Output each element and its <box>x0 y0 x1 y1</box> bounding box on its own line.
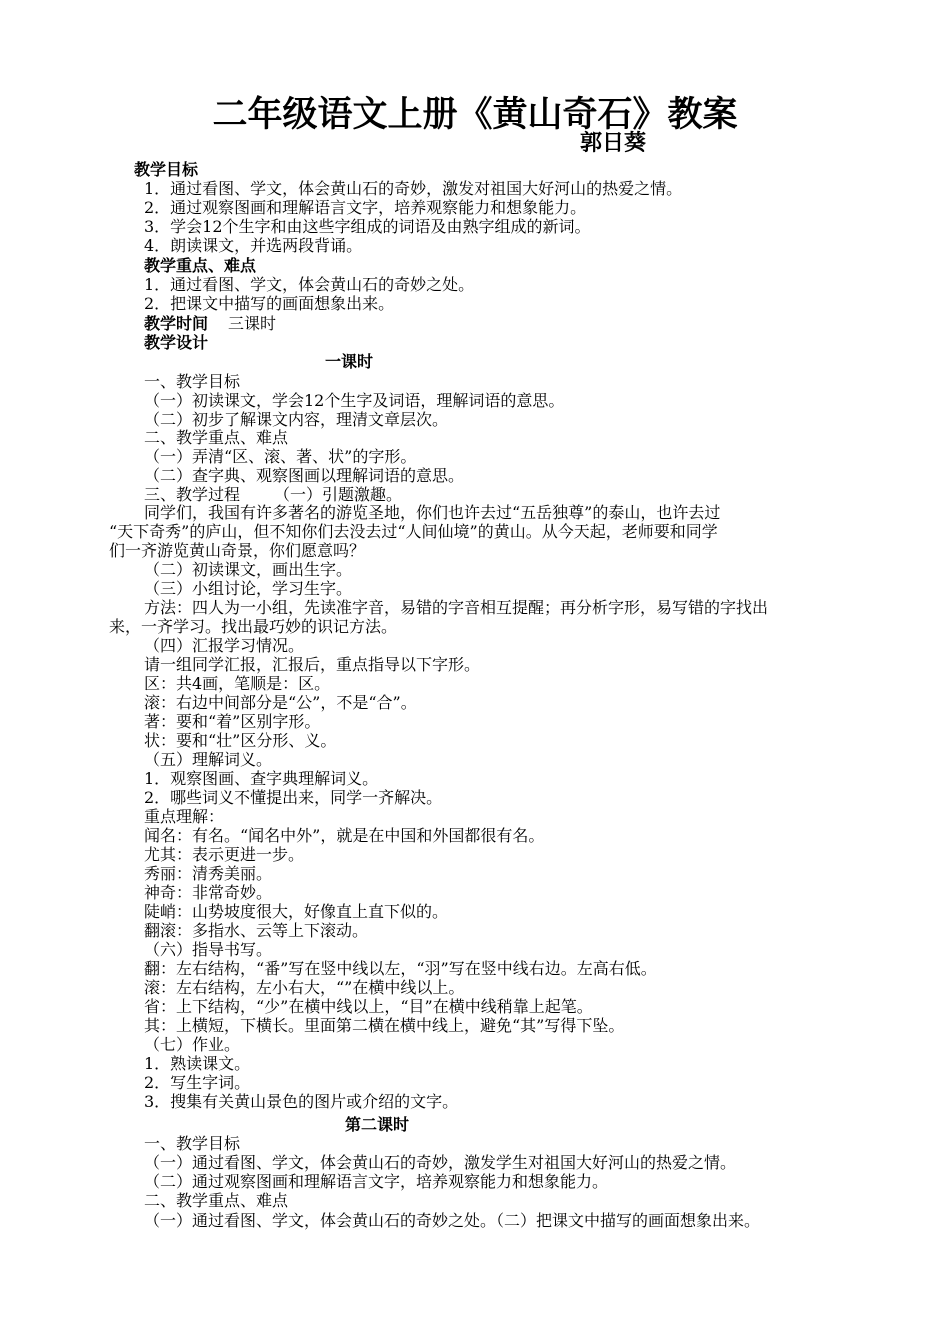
lesson2-line: （一）通过看图、学文，体会黄山石的奇妙，激发学生对祖国大好河山的热爱之情。 <box>144 1153 737 1172</box>
lesson2-line: 二、教学重点、难点 <box>144 1191 289 1210</box>
lesson1-paragraph: 陡峭：山势坡度很大，好像直上直下似的。 <box>144 902 449 921</box>
goal-item: 2．通过观察图画和理解语言文字，培养观察能力和想象能力。 <box>144 198 587 217</box>
time-heading: 教学时间 <box>144 314 209 333</box>
lesson2-heading: 第二课时 <box>345 1115 410 1134</box>
keypoints-heading: 教学重点、难点 <box>144 256 257 275</box>
lesson1-line: （二）查字典、观察图画以理解词语的意思。 <box>144 466 465 485</box>
time-row <box>144 314 276 333</box>
lesson1-paragraph: 3．搜集有关黄山景色的图片或介绍的文字。 <box>144 1092 459 1111</box>
process-first-step: （一）引题激趣。 <box>274 485 403 504</box>
process-heading: 三、教学过程 <box>144 485 241 504</box>
lesson1-paragraph: 滚：右边中间部分是“公”，不是“合”。 <box>144 693 417 712</box>
lesson1-line: （一）初读课文，学会12个生字及词语，理解词语的意思。 <box>144 391 565 410</box>
time-value: 三课时 <box>228 314 277 333</box>
goal-item: 3．学会12个生字和由这些字组成的词语及由熟字组成的新词。 <box>144 217 591 236</box>
lesson1-paragraph: （五）理解词义。 <box>144 750 273 769</box>
lesson1-paragraph: 重点理解： <box>144 807 225 826</box>
lesson1-paragraph: 1．熟读课文。 <box>144 1054 251 1073</box>
lesson1-paragraph: 来，一齐学习。找出最巧妙的识记方法。 <box>109 617 398 636</box>
lesson2-line: （二）通过观察图画和理解语言文字，培养观察能力和想象能力。 <box>144 1172 609 1191</box>
process-row <box>144 485 402 504</box>
lesson1-paragraph: （四）汇报学习情况。 <box>144 636 305 655</box>
lesson1-paragraph: 同学们，我国有许多著名的游览圣地，你们也许去过“五岳独尊”的泰山，也许去过 <box>144 503 721 522</box>
goals-heading: 教学目标 <box>134 160 199 179</box>
lesson1-paragraph: 闻名：有名。“闻名中外”，就是在中国和外国都很有名。 <box>144 826 545 845</box>
document-title: 二年级语文上册《黄山奇石》教案 <box>212 95 738 135</box>
lesson1-paragraph: （三）小组讨论，学习生字。 <box>144 579 353 598</box>
lesson1-paragraph: （七）作业。 <box>144 1035 241 1054</box>
lesson1-paragraph: （六）指导书写。 <box>144 940 273 959</box>
lesson1-paragraph: 请一组同学汇报，汇报后，重点指导以下字形。 <box>144 655 481 674</box>
lesson1-paragraph: （二）初读课文，画出生字。 <box>144 560 353 579</box>
lesson1-paragraph: 其：上横短，下横长。里面第二横在横中线上，避免“其”写得下坠。 <box>144 1016 625 1035</box>
lesson1-paragraph: 们一齐游览黄山奇景，你们愿意吗？ <box>109 541 366 560</box>
lesson1-paragraph: 2．写生字词。 <box>144 1073 251 1092</box>
lesson1-heading: 一课时 <box>325 352 374 371</box>
design-heading: 教学设计 <box>144 333 209 352</box>
lesson1-paragraph: 区：共4画，笔顺是：区。 <box>144 674 331 693</box>
lesson1-line: 一、教学目标 <box>144 372 241 391</box>
lesson1-paragraph: 翻：左右结构，“番”写在竖中线以左，“羽”写在竖中线右边。左高右低。 <box>144 959 657 978</box>
lesson2-line: 一、教学目标 <box>144 1134 241 1153</box>
lesson1-paragraph: 尤其：表示更进一步。 <box>144 845 305 864</box>
keypoint-item: 1．通过看图、学文，体会黄山石的奇妙之处。 <box>144 275 475 294</box>
lesson1-paragraph: 状：要和“壮”区分形、义。 <box>144 731 337 750</box>
keypoint-item: 2．把课文中描写的画面想象出来。 <box>144 294 395 313</box>
lesson1-line: （二）初步了解课文内容，理清文章层次。 <box>144 410 449 429</box>
lesson1-paragraph: 秀丽：清秀美丽。 <box>144 864 273 883</box>
lesson1-paragraph: 1．观察图画、查字典理解词义。 <box>144 769 379 788</box>
lesson1-paragraph: 省：上下结构，“少”在横中线以上，“目”在横中线稍靠上起笔。 <box>144 997 593 1016</box>
goal-item: 4．朗读课文，并选两段背诵。 <box>144 236 363 255</box>
lesson1-paragraph: “天下奇秀”的庐山，但不知你们去没去过“人间仙境”的黄山。从今天起，老师要和同学 <box>109 522 718 541</box>
lesson1-paragraph: 2．哪些词义不懂提出来，同学一齐解决。 <box>144 788 443 807</box>
lesson1-paragraph: 著：要和“着”区别字形。 <box>144 712 321 731</box>
lesson1-paragraph: 翻滚：多指水、云等上下滚动。 <box>144 921 369 940</box>
lesson1-paragraph: 滚：左右结构，左小右大，“”在横中线以上。 <box>144 978 465 997</box>
lesson1-paragraph: 神奇：非常奇妙。 <box>144 883 273 902</box>
lesson1-line: （一）弄清“区、滚、著、状”的字形。 <box>144 447 417 466</box>
lesson2-line: （一）通过看图、学文，体会黄山石的奇妙之处。（二）把课文中描写的画面想象出来。 <box>144 1211 761 1230</box>
lesson1-paragraph: 方法：四人为一小组，先读准字音，易错的字音相互提醒；再分析字形，易写错的字找出 <box>144 598 769 617</box>
lesson1-line: 二、教学重点、难点 <box>144 428 289 447</box>
author-name: 郭日葵 <box>580 131 647 156</box>
goal-item: 1．通过看图、学文，体会黄山石的奇妙，激发对祖国大好河山的热爱之情。 <box>144 179 683 198</box>
